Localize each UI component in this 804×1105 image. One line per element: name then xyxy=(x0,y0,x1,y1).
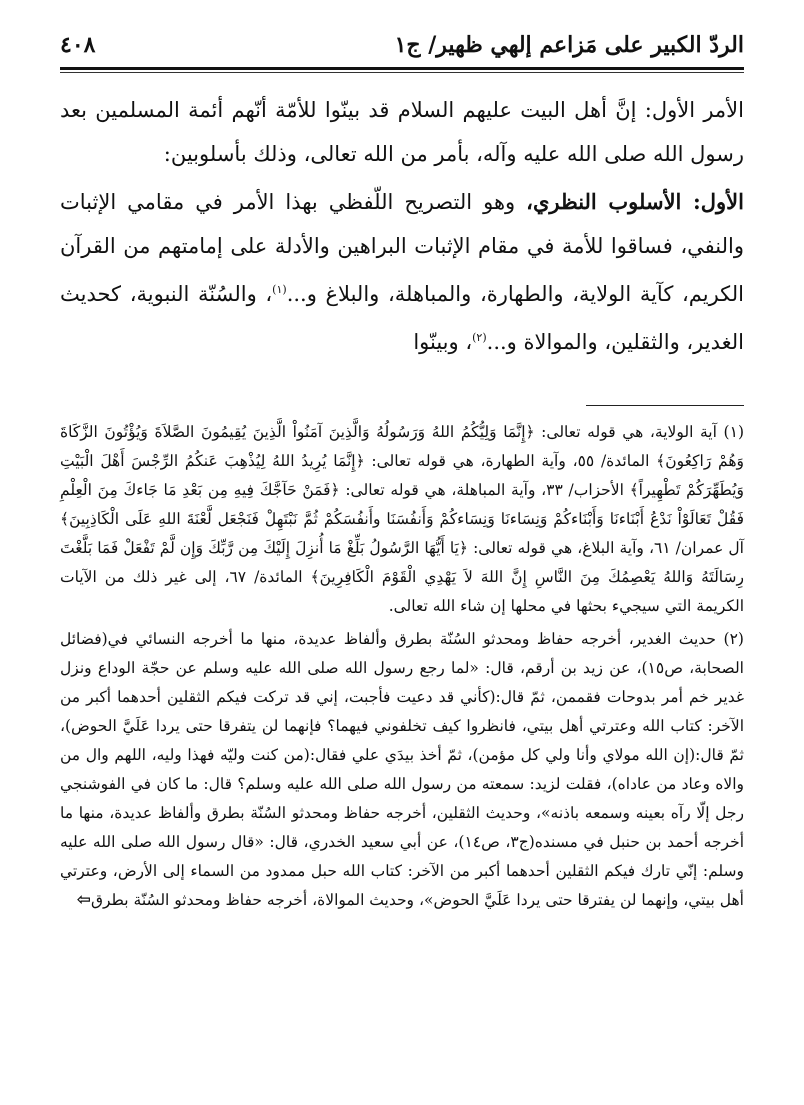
footnote-1 xyxy=(60,418,744,621)
page-number: ٤٠٨ xyxy=(60,32,96,58)
footnote-number: (١) xyxy=(723,423,744,441)
footnote-text: حديث الغدير، أخرجه حفاظ ومحدثو السُنّة بطرق وألفاظ عديدة، منها ما أخرجه النسائي في(فضائل الصحابة، ص١٥)، عن زيد بن أرقم، قال: «لما رجع رسول الله صلى الله عليه وسلم عن حجّة الوداع ونزل غدير خم أمر بدوحات فقممن، ثمّ قال:(كأني قد دعيت فأجبت، إني قد تركت فيكم الثقلين أحدهما أكبر من الآخر: كتاب الله وعترتي أهل بيتي، فانظروا كيف تخلفوني فيهما؟ فإنهما لن يتفرقا حتى يردا عَلَيَّ الحوض)، ثمّ قال:(إن الله مولاي وأنا ولي كل مؤمن)، ثمّ أخذ بيدَي علي فقال:(من كنت وليّه فهذا وليه، اللهم وال من والاه وعاد من عاداه)، فقلت لزيد: سمعته من رسول الله صلى الله عليه وسلم؟ قال: ما كان في الفوشنجي رجل إلّا رآه بعينه وسمعه باذنه»، وحديث الثقلين، أخرجه حفاظ ومحدثو السُنّة بطرق وألفاظ عديدة، منها ما أخرجه أحمد بن حنبل في مسنده(ج٣، ص١٤)، عن أبي سعيد الخدري، قال: «قال رسول الله صلى الله عليه وسلم: إنّي تارك فيكم الثقلين أحدهما أكبر من الآخر: كتاب الله حبل ممدود من السماء إلى الأرض، وعترتي أهل بيتي، وإنهما لن يفترقا حتى يردا عَلَيَّ الحوض»، وحديث الموالاة، أخرجه حفاظ ومحدثو السُنّة بطرق xyxy=(60,630,745,909)
running-header xyxy=(60,28,744,62)
footnote-separator xyxy=(586,405,744,406)
header-rule-thin xyxy=(60,72,744,73)
continuation-arrow-icon: ⇦ xyxy=(76,890,91,910)
paragraph-first-matter: الأمر الأول: إنَّ أهل البيت عليهم السلام قد بينّوا للأمّة أنّهم أئمة المسلمين بعد رسول الله صلى الله عليه وآله، بأمر من الله تعالى، وذلك بأسلوبين: xyxy=(60,98,744,166)
footnote-ref-2[interactable]: (٢) xyxy=(472,331,487,344)
book-title: الردّ الكبير على مَزاعم إلهي ظهير/ ج١ xyxy=(394,32,744,58)
footnote-number: (٢) xyxy=(723,630,744,648)
footnote-2 xyxy=(60,625,744,915)
footnotes xyxy=(60,418,744,915)
main-text xyxy=(60,88,744,364)
footnote-text: آية الولاية، هي قوله تعالى: ﴿إِنَّمَا وَلِيُّكُمُ اللهُ وَرَسُولُهُ وَالَّذِينَ آمَنُواْ الَّذِينَ يُقِيمُونَ الصَّلاَةَ وَيُؤْتُونَ الزَّكَاةَ وَهُمْ رَاكِعُونَ﴾ المائدة/ ٥٥، وآية الطهارة، هي قوله تعالى: ﴿إِنَّمَا يُرِيدُ اللهُ لِيُذْهِبَ عَنكُمُ الرِّجْسَ أَهْلَ الْبَيْتِ وَيُطَهِّرَكُمْ تَطْهِيراً﴾ الأحزاب/ ٣٣، وآية المباهلة، هي قوله تعالى: ﴿فَمَنْ حَآجَّكَ فِيهِ مِن بَعْدِ مَا جَاءكَ مِنَ الْعِلْمِ فَقُلْ تَعَالَوْاْ نَدْعُ أَبْنَاءنَا وَأَبْنَاءكُمْ وَنِسَاءنَا وَنِسَاءكُمْ وَأَنفُسَنَا وأَنفُسَكُمْ ثُمَّ نَبْتَهِلْ فَنَجْعَل لَّعْنَةَ اللهِ عَلَى الْكَاذِبِينَ﴾ آل عمران/ ٦١، وآية البلاغ، هي قوله تعالى: ﴿يَا أَيُّهَا الرَّسُولُ بَلِّغْ مَا أُنزِلَ إِلَيْكَ مِن رَّبِّكَ وَإِن لَّمْ تَفْعَلْ فَمَا بَلَّغْتَ رِسَالَتَهُ وَاللهُ يَعْصِمُكَ مِنَ النَّاسِ إِنَّ اللهَ لاَ يَهْدِي الْقَوْمَ الْكَافِرِينَ﴾ المائدة/ ٦٧، إلى غير ذلك من الآيات الكريمة التي سيجيء بحثها في محلها إن شاء الله تعالى. xyxy=(60,423,744,615)
paragraph-first-method xyxy=(60,180,744,364)
footnote-ref-1[interactable]: (١) xyxy=(272,283,287,296)
paragraph-body-mid: ، والسُنّة النبوية، كحديث الغدير، والثقلين، والموالاة و... xyxy=(60,282,744,354)
header-rule-thick xyxy=(60,67,744,70)
paragraph-body: وهو التصريح اللّفظي بهذا الأمر في مقامي الإثبات والنفي، فساقوا للأمة في مقام الإثبات البراهين والأدلة على إمامتهم من القرآن الكريم، كآية الولاية، والطهارة، والمباهلة، والبلاغ و... xyxy=(60,190,745,306)
paragraph-lead-bold: الأول: الأسلوب النظري، xyxy=(526,189,744,214)
paragraph-body-end: ، وبينّوا xyxy=(413,330,473,354)
